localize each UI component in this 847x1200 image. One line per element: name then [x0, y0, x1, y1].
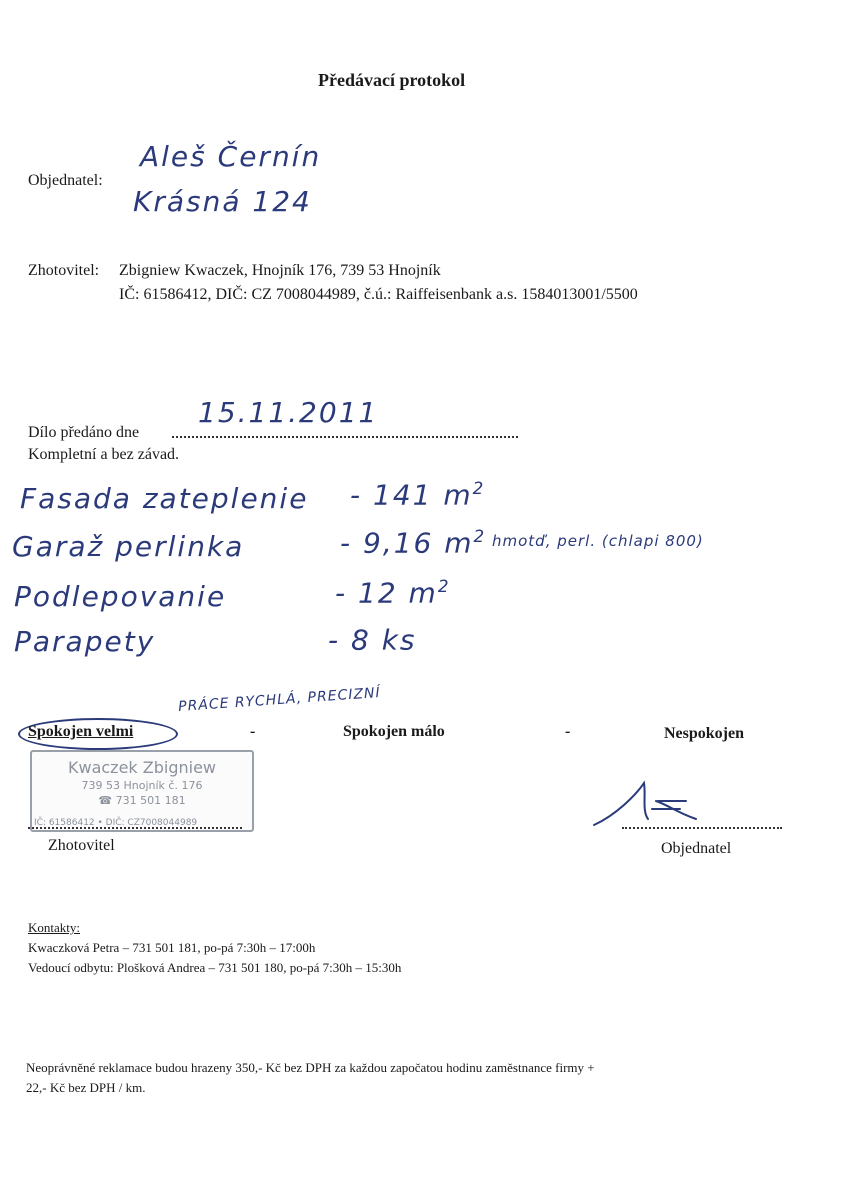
client-label: Objednatel:: [28, 172, 103, 189]
client-signature-label: Objednatel: [661, 840, 732, 857]
document-title: Předávací protokol: [318, 70, 466, 90]
footer-note: Neoprávněné reklamace budou hrazeny 350,- Kč bez DPH za každou započatou hodinu zaměstnance firmy +: [26, 1060, 595, 1075]
client-name: Aleš Černín: [140, 140, 322, 173]
item-amount: - 8 ks: [328, 623, 417, 657]
handover-date: 15.11.2011: [198, 396, 379, 429]
stamp-line: IČ: 61586412 • DIČ: CZ7008044989: [34, 818, 198, 828]
item-name: Garaž perlinka: [12, 530, 245, 563]
item-amount: - 12 $m^2$: [335, 576, 451, 610]
contractor-stamp: [30, 750, 254, 832]
handwritten-comment: PRÁCE RYCHLÁ, PRECIZNÍ: [177, 684, 382, 716]
footer-note: 22,- Kč bez DPH / km.: [26, 1080, 146, 1095]
stamp-line: 739 53 Hnojník č. 176: [81, 779, 203, 792]
stamp-line: ☎ 731 501 181: [98, 794, 186, 807]
rating-separator: -: [250, 723, 256, 740]
item-amount: - 141 $m^2$: [350, 478, 486, 512]
contractor-line1: Zbigniew Kwaczek, Hnojník 176, 739 53 Hnojník: [119, 262, 441, 279]
rating-option-little-satisfied: Spokojen málo: [343, 723, 445, 740]
contacts-heading: Kontakty:: [28, 920, 80, 935]
item-name: Parapety: [14, 625, 156, 658]
item-note: hmotď, perl. (chlapi 800): [492, 532, 704, 550]
rating-option-very-satisfied: Spokojen velmi: [28, 723, 134, 740]
client-signature-line: [622, 826, 782, 829]
rating-option-dissatisfied: Nespokojen: [664, 725, 745, 742]
item-name: Fasada zateplenie: [20, 482, 309, 515]
item-amount: - 9,16 $m^2$: [340, 526, 487, 560]
stamp-line: Kwaczek Zbigniew: [67, 758, 216, 777]
rating-separator: -: [565, 723, 571, 740]
handover-label: Dílo předáno dne: [28, 424, 140, 441]
contact-line: Kwaczková Petra – 731 501 181, po-pá 7:30h – 17:00h: [28, 940, 316, 955]
client-address: Krásná 124: [133, 185, 312, 218]
contractor-signature-label: Zhotovitel: [48, 837, 115, 854]
complete-text: Kompletní a bez závad.: [28, 446, 180, 463]
contractor-label: Zhotovitel:: [28, 262, 100, 279]
contractor-line2: IČ: 61586412, DIČ: CZ 7008044989, č.ú.: Raiffeisenbank a.s. 1584013001/5500: [119, 286, 638, 303]
item-name: Podlepovanie: [14, 580, 227, 613]
contractor-signature-line: [28, 826, 242, 829]
contact-line: Vedoucí odbytu: Plošková Andrea – 731 501 180, po-pá 7:30h – 15:30h: [28, 960, 402, 975]
